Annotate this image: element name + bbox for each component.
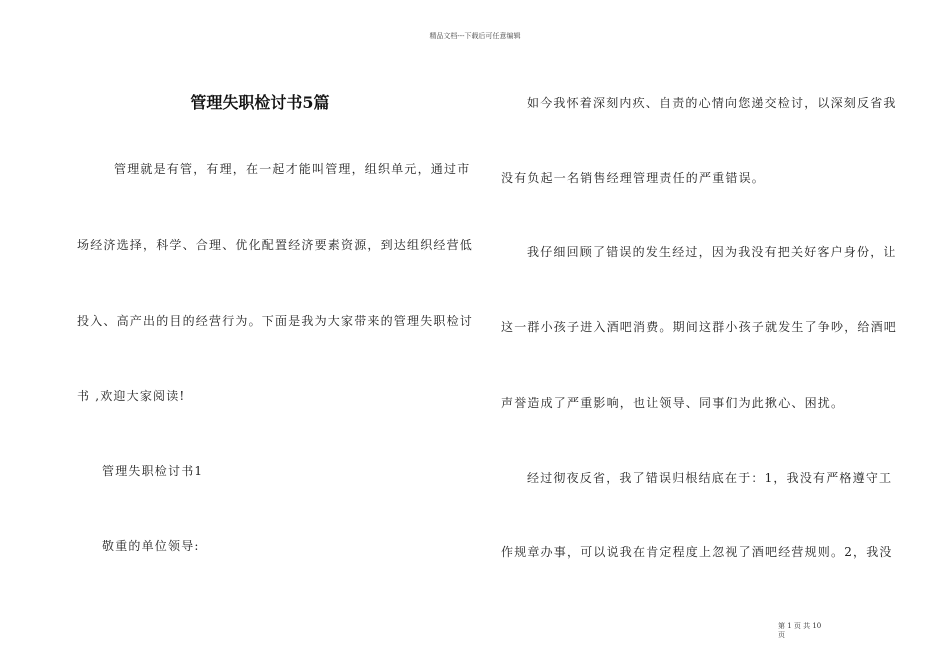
document-title: 管理失职检讨书5篇 — [190, 93, 330, 112]
right-paragraph-line: 没有负起一名销售经理管理责任的严重错误。 — [501, 171, 766, 185]
right-paragraph-line: 声誉造成了严重影响，也让领导、同事们为此揪心、困扰。 — [501, 396, 845, 410]
left-paragraph-line: 投入、高产出的目的经营行为。下面是我为大家带来的管理失职检讨 — [77, 314, 474, 328]
salutation: 敬重的单位领导: — [102, 539, 200, 553]
right-paragraph-line: 如今我怀着深刻内疚、自责的心情向您递交检讨，以深刻反省我 — [527, 96, 897, 110]
section-heading: 管理失职检讨书1 — [102, 464, 204, 478]
page-number-line-continued: 页 — [778, 631, 785, 639]
right-paragraph-line: 这一群小孩子进入酒吧消费。期间这群小孩子就发生了争吵，给酒吧 — [501, 320, 898, 334]
left-paragraph-line: 管理就是有管，有理，在一起才能叫管理，组织单元，通过市 — [114, 162, 471, 176]
left-paragraph-line: 场经济选择，科学、合理、优化配置经济要素资源，到达组织经营低 — [77, 238, 474, 252]
right-paragraph-line: 经过彻夜反省，我了错误归根结底在于：1，我没有严格遵守工 — [527, 471, 893, 485]
page-number-footer — [778, 622, 838, 640]
page-header-note: 精品文档---下载后可任意编辑 — [429, 32, 521, 40]
page-number-line: 第 1 页 共 10 — [778, 622, 822, 630]
right-paragraph-line: 作规章办事，可以说我在肯定程度上忽视了酒吧经营规则。2，我没 — [501, 545, 893, 559]
right-paragraph-line: 我仔细回顾了错误的发生经过，因为我没有把关好客户身份，让 — [527, 245, 897, 259]
left-paragraph-line: 书 ,欢迎大家阅读! — [77, 389, 186, 403]
